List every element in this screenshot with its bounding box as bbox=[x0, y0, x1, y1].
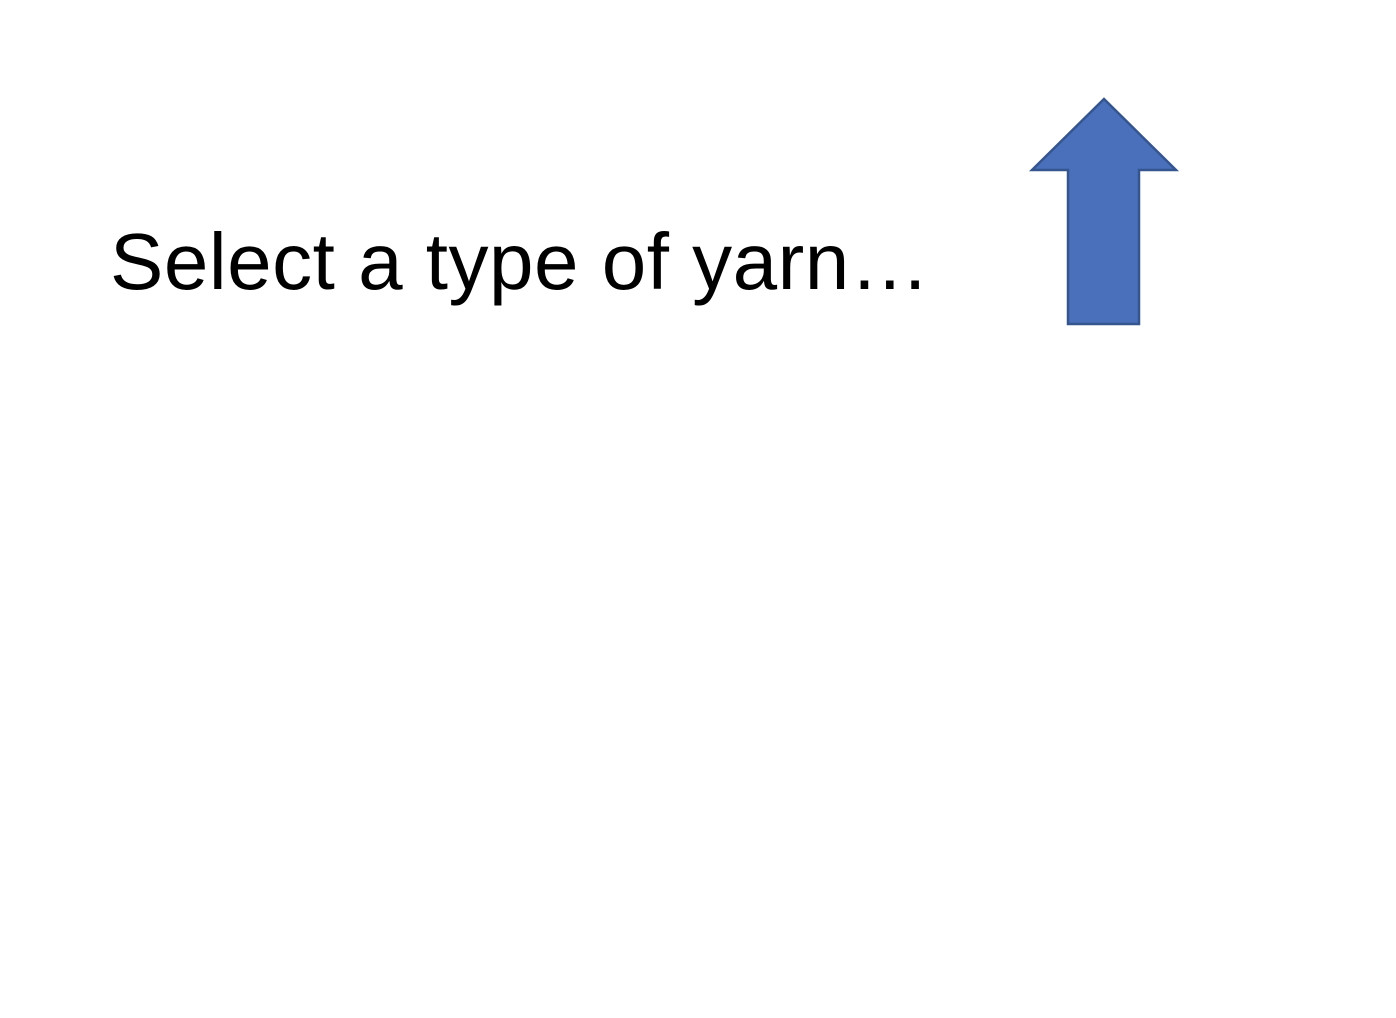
prompt-text: Select a type of yarn… bbox=[110, 217, 931, 306]
up-arrow-shape[interactable] bbox=[1032, 99, 1176, 324]
up-arrow-icon[interactable] bbox=[1028, 96, 1180, 328]
